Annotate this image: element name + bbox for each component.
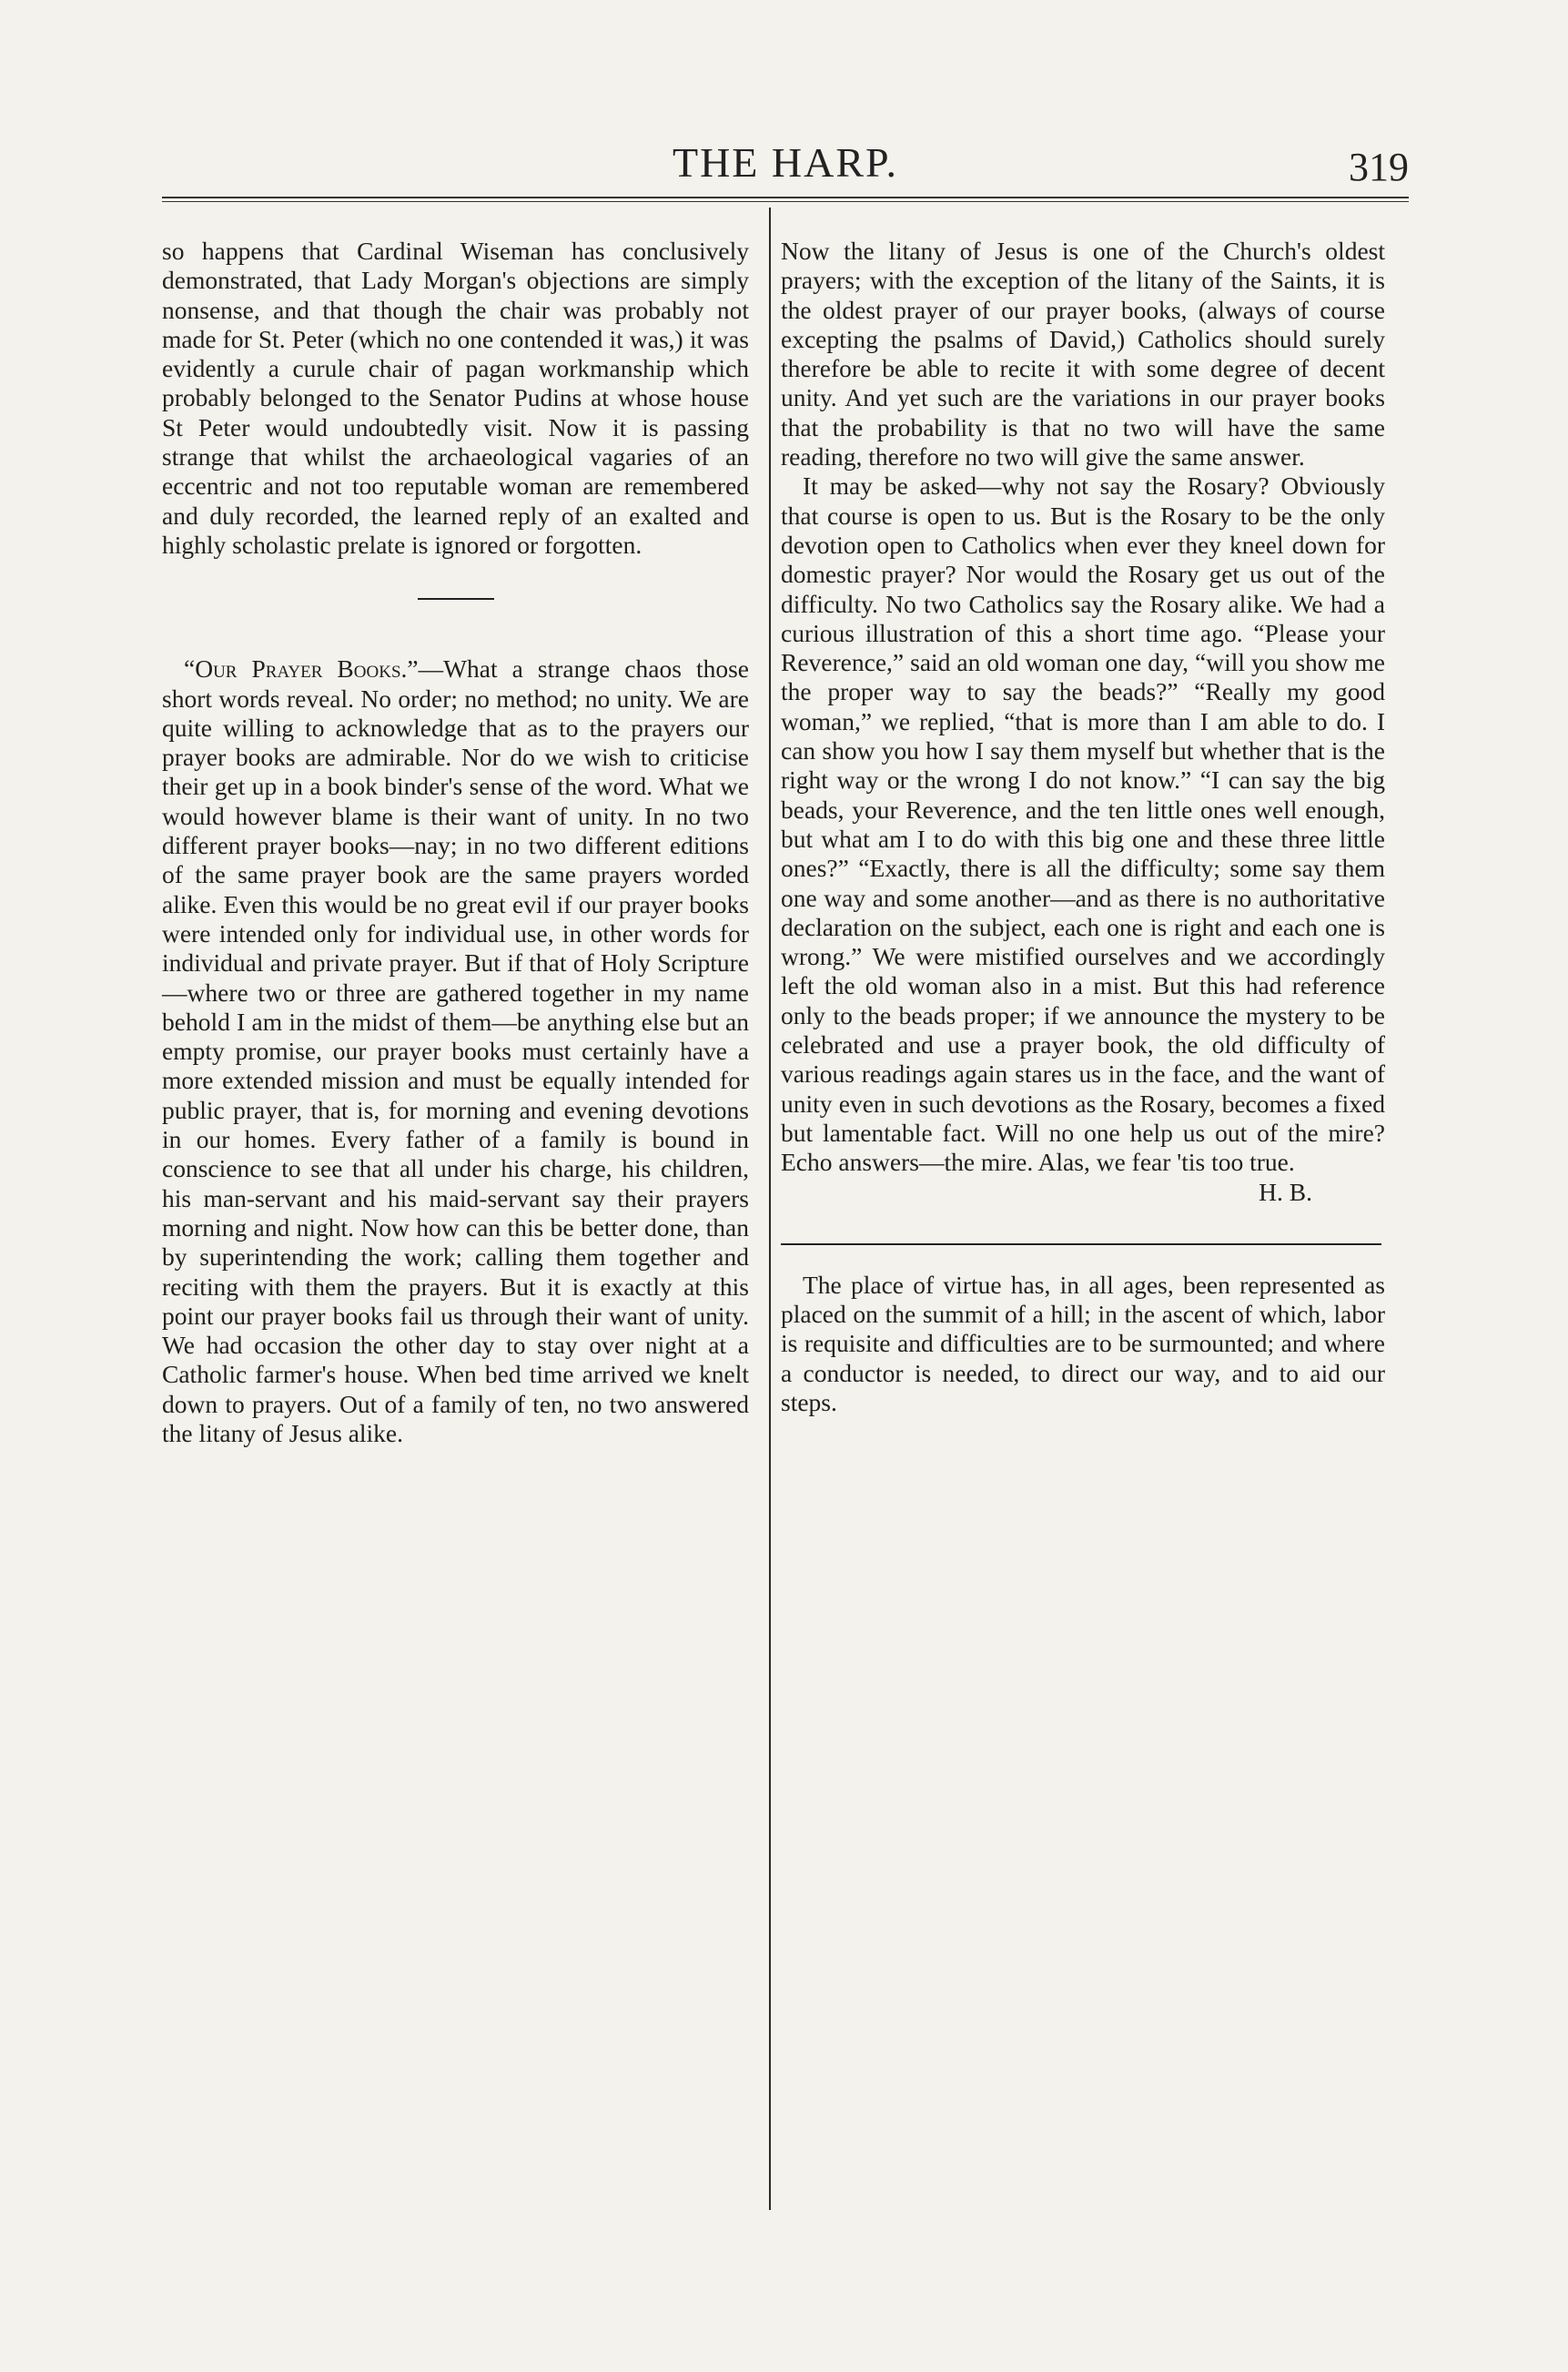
rosary-paragraph: [781, 471, 1385, 1206]
publication-title: THE HARP.: [672, 139, 899, 186]
left-column: [162, 237, 749, 1448]
wiseman-paragraph: so happens that Cardinal Wiseman has conclusively demonstrated, that Lady Morgan's objections are simply nonsense, and that though the chair was probably not made for St. Peter (which no one contended it was,) it was evidently a curule chair of pagan workmanship which probably belonged to the Senator Pudins at whose house St Peter would undoubtedly visit. Now it is passing strange that whilst the archaeological vagaries of an eccentric and not too reputable woman are remembered and duly recorded, the learned reply of an exalted and highly scholastic prelate is ignored or forgotten.: [162, 237, 749, 559]
virtue-paragraph: The place of virtue has, in all ages, been represented as placed on the summit of a hill; in the ascent of which, labor is requisite and difficulties are to be surmounted; and where a conductor is needed, to direct our way, and to aid our steps.: [781, 1270, 1385, 1416]
section-divider: [418, 598, 494, 600]
prayer-books-body: —What a strange chaos those short words reveal. No order; no method; no unity. We are quite willing to acknowledge that as to the prayers our prayer books are admirable. Nor do we wish to criticise their get up in a book binder's sense of the word. What we would however blame is their want of unity. In no two different prayer books—nay; in no two different editions of the same prayer book are the same prayers worded alike. Even this would be no great evil if our prayer books were intended only for individual use, in other words for individual and private prayer. But if that of Holy Scripture—where two or three are gathered together in my name behold I am in the midst of them—be anything else but an empty promise, our prayer books must certainly have a more extended mission and must be equally intended for public prayer, that is, for morning and evening devotions in our homes. Every father of a family is bound in conscience to see that all under his charge, his children, his man-servant and his maid-servant say their prayers morning and night. Now how can this be better done, than by superintending the work; calling them together and reciting with them the prayers. But it is exactly at this point our prayer books fail us through their want of unity. We had occasion the other day to stay over night at a Catholic farmer's house. When bed time arrived we knelt down to prayers. Out of a family of ten, no two answered the litany of Jesus alike.: [162, 654, 749, 1447]
prayer-books-heading: “Our Prayer Books.”: [184, 654, 419, 684]
page-header: [162, 138, 1409, 191]
column-divider: [769, 208, 771, 2210]
article-separator: [781, 1243, 1381, 1245]
page-number: 319: [1349, 145, 1409, 189]
rosary-paragraph-text: It may be asked—why not say the Rosary? Obviously that course is open to us. But is the Rosary to be the only devotion open to Catholics when ever they kneel down for domestic prayer? Nor would the Rosary get us out of the difficulty. No two Catholics say the Rosary alike. We had a curious illustration of this a short time ago. “Please your Reverence,” said an old woman one day, “will you show me the proper way to say the beads?” “Really my good woman,” we replied, “that is more than I am able to do. I can show you how I say them myself but whether that is the right way or the wrong I do not know.” “I can say the big beads, your Reverence, and the ten little ones well enough, but what am I to do with this big one and these three little ones?” “Exactly, there is all the difficulty; some say them one way and some another—and as there is no authoritative declaration on the subject, each one is right and each one is wrong.” We were mistified ourselves and we accordingly left the old woman also in a mist. But this had reference only to the beads proper; if we announce the mystery to be celebrated and use a prayer book, the old difficulty of various readings again stares us in the face, and the want of unity even in such devotions as the Rosary, becomes a fixed but lamentable fact. Will no one help us out of the mire? Echo answers—the mire. Alas, we fear 'tis too true.: [781, 471, 1385, 1177]
litany-paragraph: Now the litany of Jesus is one of the Church's oldest prayers; with the exception of the litany of the Saints, it is the oldest prayer of our prayer books, (always of course excepting the psalms of David,) Catholics should surely therefore be able to recite it with some degree of decent unity. And yet such are the variations in our prayer books that the probability is that no two will have the same reading, therefore no two will give the same answer.: [781, 237, 1385, 471]
author-signature: H. B.: [1259, 1177, 1312, 1206]
right-column: [781, 237, 1385, 1417]
header-rule: [162, 197, 1409, 202]
prayer-books-paragraph: [162, 654, 749, 1448]
